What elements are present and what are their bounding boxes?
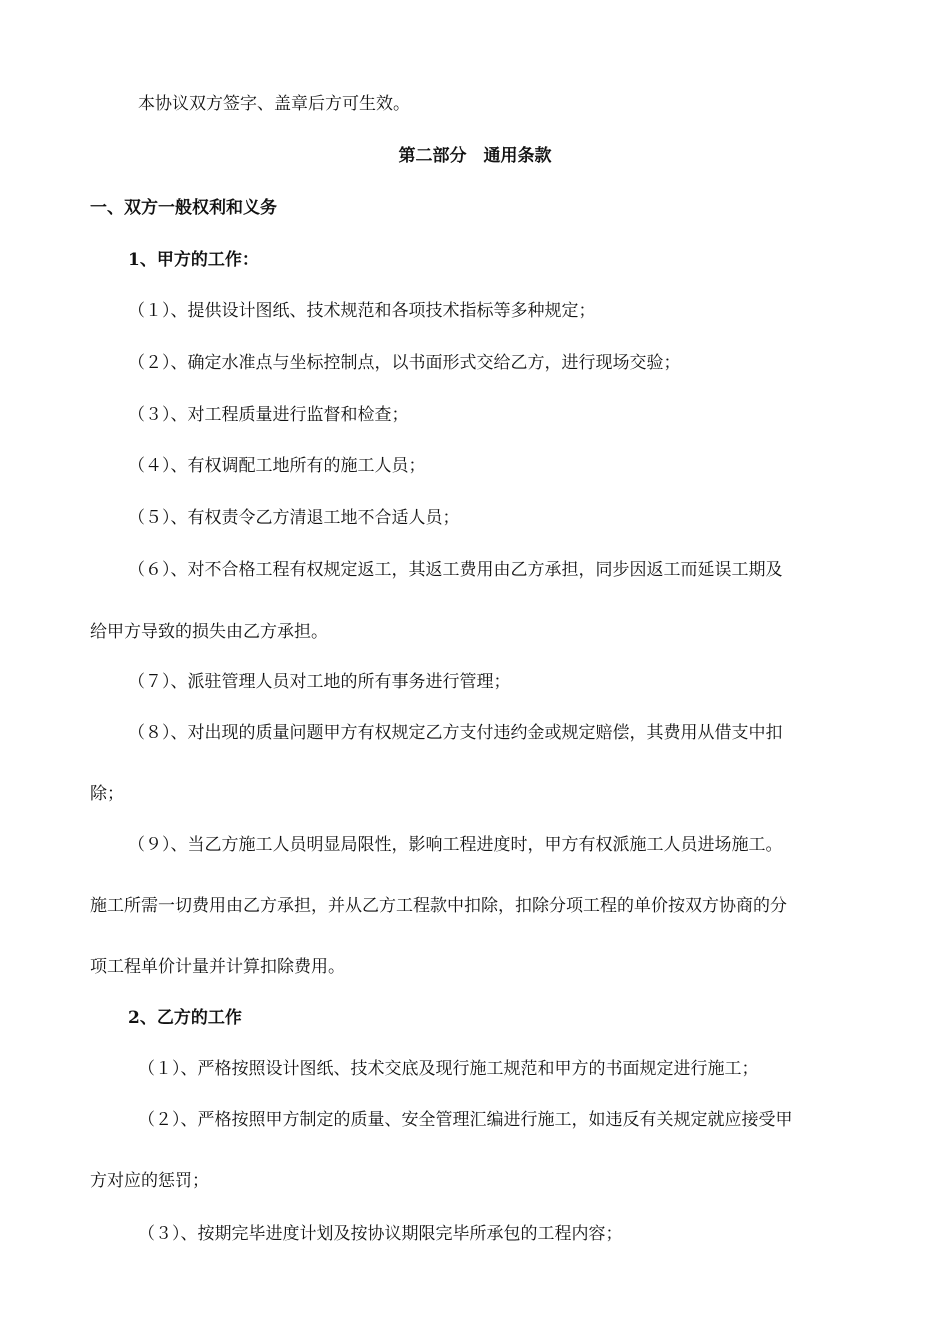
party-b-item-1: （１）、严格按照设计图纸、技术交底及现行施工规范和甲方的书面规定进行施工； [138, 1059, 759, 1079]
section-heading: 一、双方一般权利和义务 [90, 198, 277, 218]
effect-clause: 本协议双方签字、盖章后方可生效。 [138, 94, 410, 114]
party-a-item-9-line-3: 项工程单价计量并计算扣除费用。 [90, 957, 345, 977]
party-a-heading: 1、甲方的工作： [128, 250, 259, 270]
party-b-heading: 2、乙方的工作 [128, 1008, 242, 1028]
party-a-item-5: （５）、有权责令乙方清退工地不合适人员； [128, 508, 460, 528]
party-a-item-7: （７）、派驻管理人员对工地的所有事务进行管理； [128, 672, 511, 692]
party-b-item-2-line-2: 方对应的惩罚； [90, 1171, 209, 1191]
party-a-item-8-line-2: 除； [90, 784, 124, 804]
party-a-item-1: （１）、提供设计图纸、技术规范和各项技术指标等多种规定； [128, 301, 596, 321]
party-a-item-4: （４）、有权调配工地所有的施工人员； [128, 456, 426, 476]
party-b-item-3: （３）、按期完毕进度计划及按协议期限完毕所承包的工程内容； [138, 1224, 623, 1244]
part-title: 第二部分 通用条款 [398, 146, 552, 166]
party-a-item-3: （３）、对工程质量进行监督和检查； [128, 405, 409, 425]
party-a-item-2: （２）、确定水准点与坐标控制点，以书面形式交给乙方，进行现场交验； [128, 353, 681, 373]
party-a-item-8-line-1: （８）、对出现的质量问题甲方有权规定乙方支付违约金或规定赔偿，其费用从借支中扣 [128, 723, 783, 743]
party-a-item-9-line-2: 施工所需一切费用由乙方承担，并从乙方工程款中扣除，扣除分项工程的单价按双方协商的分 [90, 896, 787, 916]
party-a-item-9-line-1: （９）、当乙方施工人员明显局限性，影响工程进度时，甲方有权派施工人员进场施工。 [128, 835, 783, 855]
party-a-item-6-line-1: （６）、对不合格工程有权规定返工，其返工费用由乙方承担，同步因返工而延误工期及 [128, 560, 783, 580]
party-a-item-6-line-2: 给甲方导致的损失由乙方承担。 [90, 622, 328, 642]
party-b-item-2-line-1: （２）、严格按照甲方制定的质量、安全管理汇编进行施工，如违反有关规定就应接受甲 [138, 1110, 793, 1130]
